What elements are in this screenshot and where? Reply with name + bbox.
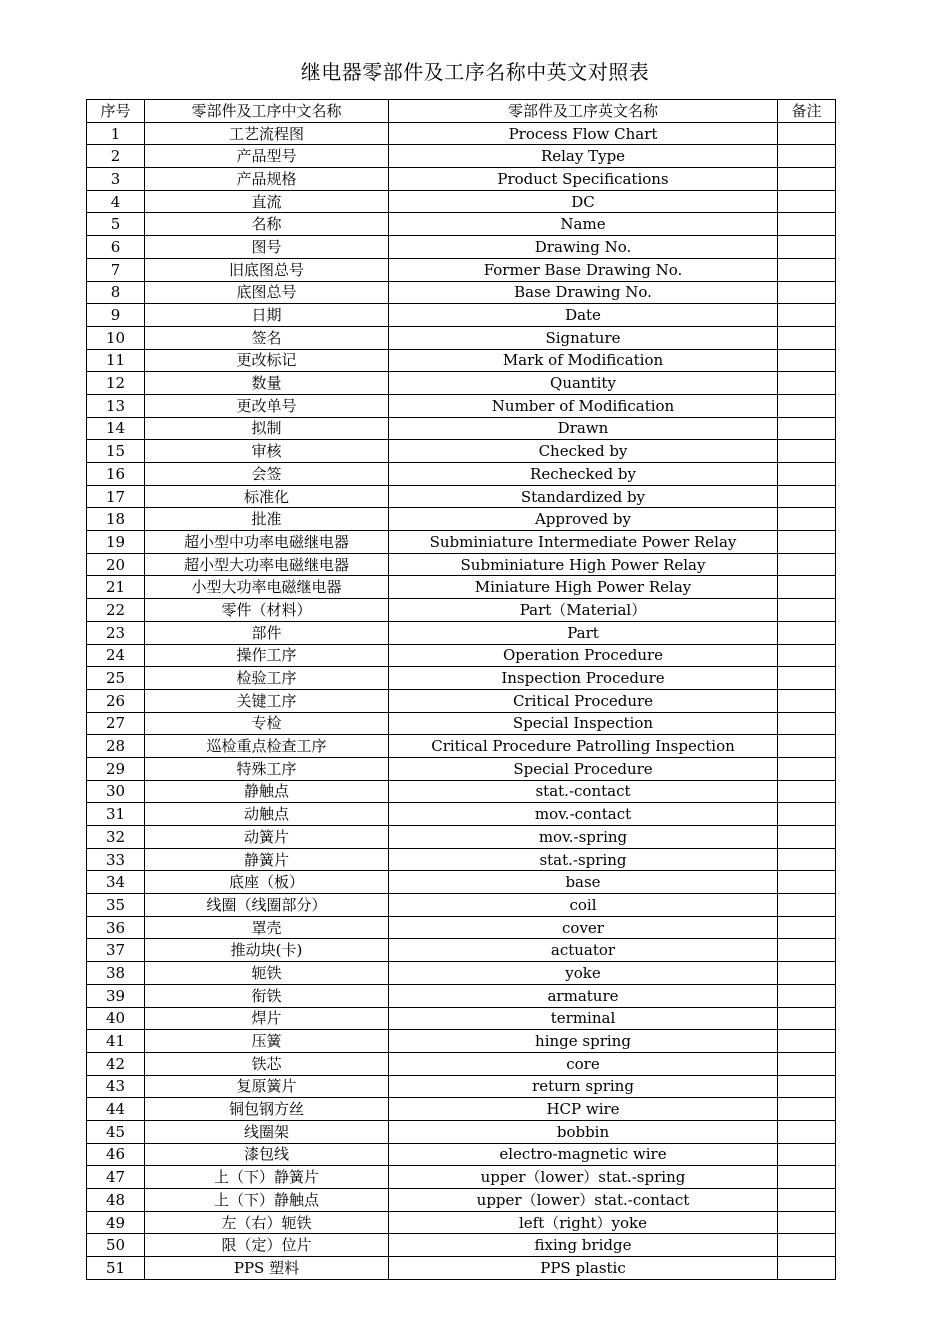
table-row xyxy=(87,190,836,213)
chinese-name-cell: 日期 xyxy=(145,304,389,327)
table-row xyxy=(87,939,836,962)
remarks-cell xyxy=(778,1120,836,1143)
english-name-cell: Process Flow Chart xyxy=(389,122,778,145)
chinese-name-cell: 静触点 xyxy=(145,780,389,803)
row-number-cell: 31 xyxy=(87,803,145,826)
table-row xyxy=(87,122,836,145)
remarks-cell xyxy=(778,984,836,1007)
row-number-cell: 12 xyxy=(87,372,145,395)
english-name-cell: cover xyxy=(389,916,778,939)
row-number-cell: 21 xyxy=(87,576,145,599)
english-name-cell: Signature xyxy=(389,326,778,349)
english-name-cell: Standardized by xyxy=(389,485,778,508)
remarks-cell xyxy=(778,939,836,962)
chinese-name-cell: 更改标记 xyxy=(145,349,389,372)
table-row xyxy=(87,1211,836,1234)
chinese-name-cell: 轭铁 xyxy=(145,962,389,985)
table-row xyxy=(87,440,836,463)
table-row xyxy=(87,871,836,894)
row-number-cell: 43 xyxy=(87,1075,145,1098)
chinese-name-cell: 审核 xyxy=(145,440,389,463)
chinese-name-cell: 关键工序 xyxy=(145,689,389,712)
header-number: 序号 xyxy=(87,100,145,123)
english-name-cell: Drawn xyxy=(389,417,778,440)
english-name-cell: upper（lower）stat.-contact xyxy=(389,1189,778,1212)
english-name-cell: base xyxy=(389,871,778,894)
table-row xyxy=(87,962,836,985)
chinese-name-cell: 上（下）静簧片 xyxy=(145,1166,389,1189)
english-name-cell: Base Drawing No. xyxy=(389,281,778,304)
remarks-cell xyxy=(778,394,836,417)
english-name-cell: armature xyxy=(389,984,778,1007)
remarks-cell xyxy=(778,871,836,894)
chinese-name-cell: 动触点 xyxy=(145,803,389,826)
chinese-name-cell: 零件（材料） xyxy=(145,599,389,622)
chinese-name-cell: 会签 xyxy=(145,463,389,486)
table-row xyxy=(87,1166,836,1189)
table-row xyxy=(87,984,836,1007)
row-number-cell: 18 xyxy=(87,508,145,531)
english-name-cell: Special Procedure xyxy=(389,757,778,780)
row-number-cell: 17 xyxy=(87,485,145,508)
row-number-cell: 30 xyxy=(87,780,145,803)
remarks-cell xyxy=(778,826,836,849)
remarks-cell xyxy=(778,848,836,871)
table-row xyxy=(87,1257,836,1280)
table-row xyxy=(87,168,836,191)
remarks-cell xyxy=(778,440,836,463)
table-row xyxy=(87,826,836,849)
table-row xyxy=(87,667,836,690)
row-number-cell: 48 xyxy=(87,1189,145,1212)
english-name-cell: stat.-contact xyxy=(389,780,778,803)
table-row xyxy=(87,508,836,531)
row-number-cell: 20 xyxy=(87,553,145,576)
row-number-cell: 29 xyxy=(87,757,145,780)
remarks-cell xyxy=(778,372,836,395)
english-name-cell: Quantity xyxy=(389,372,778,395)
row-number-cell: 51 xyxy=(87,1257,145,1280)
row-number-cell: 24 xyxy=(87,644,145,667)
remarks-cell xyxy=(778,145,836,168)
remarks-cell xyxy=(778,258,836,281)
row-number-cell: 15 xyxy=(87,440,145,463)
chinese-name-cell: 罩壳 xyxy=(145,916,389,939)
header-english-name: 零部件及工序英文名称 xyxy=(389,100,778,123)
remarks-cell xyxy=(778,576,836,599)
row-number-cell: 14 xyxy=(87,417,145,440)
chinese-name-cell: 动簧片 xyxy=(145,826,389,849)
table-row xyxy=(87,599,836,622)
table-row xyxy=(87,349,836,372)
remarks-cell xyxy=(778,803,836,826)
english-name-cell: Critical Procedure xyxy=(389,689,778,712)
header-remarks: 备注 xyxy=(778,100,836,123)
row-number-cell: 7 xyxy=(87,258,145,281)
remarks-cell xyxy=(778,735,836,758)
table-row xyxy=(87,485,836,508)
row-number-cell: 38 xyxy=(87,962,145,985)
table-row xyxy=(87,463,836,486)
chinese-name-cell: 旧底图总号 xyxy=(145,258,389,281)
row-number-cell: 3 xyxy=(87,168,145,191)
row-number-cell: 36 xyxy=(87,916,145,939)
row-number-cell: 6 xyxy=(87,236,145,259)
english-name-cell: DC xyxy=(389,190,778,213)
chinese-name-cell: 小型大功率电磁继电器 xyxy=(145,576,389,599)
english-name-cell: Drawing No. xyxy=(389,236,778,259)
remarks-cell xyxy=(778,712,836,735)
chinese-name-cell: 批准 xyxy=(145,508,389,531)
row-number-cell: 45 xyxy=(87,1120,145,1143)
remarks-cell xyxy=(778,349,836,372)
english-name-cell: core xyxy=(389,1052,778,1075)
chinese-name-cell: 线圈架 xyxy=(145,1120,389,1143)
row-number-cell: 27 xyxy=(87,712,145,735)
row-number-cell: 1 xyxy=(87,122,145,145)
chinese-name-cell: 部件 xyxy=(145,621,389,644)
chinese-name-cell: 线圈（线圈部分） xyxy=(145,894,389,917)
row-number-cell: 25 xyxy=(87,667,145,690)
table-row xyxy=(87,916,836,939)
chinese-name-cell: 焊片 xyxy=(145,1007,389,1030)
table-row xyxy=(87,848,836,871)
row-number-cell: 32 xyxy=(87,826,145,849)
table-row xyxy=(87,281,836,304)
row-number-cell: 23 xyxy=(87,621,145,644)
chinese-name-cell: 静簧片 xyxy=(145,848,389,871)
english-name-cell: left（right）yoke xyxy=(389,1211,778,1234)
remarks-cell xyxy=(778,621,836,644)
chinese-name-cell: 专检 xyxy=(145,712,389,735)
page-title: 继电器零部件及工序名称中英文对照表 xyxy=(300,60,650,84)
table-row xyxy=(87,1189,836,1212)
table-row xyxy=(87,712,836,735)
remarks-cell xyxy=(778,1030,836,1053)
remarks-cell xyxy=(778,485,836,508)
chinese-name-cell: 推动块(卡) xyxy=(145,939,389,962)
english-name-cell: upper（lower）stat.-spring xyxy=(389,1166,778,1189)
english-name-cell: bobbin xyxy=(389,1120,778,1143)
row-number-cell: 22 xyxy=(87,599,145,622)
english-name-cell: yoke xyxy=(389,962,778,985)
chinese-name-cell: 衔铁 xyxy=(145,984,389,1007)
table-row xyxy=(87,735,836,758)
chinese-name-cell: 直流 xyxy=(145,190,389,213)
chinese-name-cell: 底座（板） xyxy=(145,871,389,894)
chinese-name-cell: 超小型大功率电磁继电器 xyxy=(145,553,389,576)
table-row xyxy=(87,326,836,349)
header-chinese-name: 零部件及工序中文名称 xyxy=(145,100,389,123)
remarks-cell xyxy=(778,1075,836,1098)
chinese-name-cell: 铜包钢方丝 xyxy=(145,1098,389,1121)
row-number-cell: 40 xyxy=(87,1007,145,1030)
english-name-cell: Approved by xyxy=(389,508,778,531)
chinese-name-cell: 数量 xyxy=(145,372,389,395)
english-name-cell: return spring xyxy=(389,1075,778,1098)
table-row xyxy=(87,894,836,917)
table-row xyxy=(87,258,836,281)
remarks-cell xyxy=(778,1211,836,1234)
remarks-cell xyxy=(778,236,836,259)
row-number-cell: 4 xyxy=(87,190,145,213)
remarks-cell xyxy=(778,1052,836,1075)
remarks-cell xyxy=(778,1143,836,1166)
english-name-cell: terminal xyxy=(389,1007,778,1030)
table-row xyxy=(87,553,836,576)
row-number-cell: 11 xyxy=(87,349,145,372)
chinese-name-cell: 底图总号 xyxy=(145,281,389,304)
row-number-cell: 16 xyxy=(87,463,145,486)
chinese-name-cell: 左（右）轭铁 xyxy=(145,1211,389,1234)
english-name-cell: electro-magnetic wire xyxy=(389,1143,778,1166)
english-name-cell: hinge spring xyxy=(389,1030,778,1053)
english-name-cell: Date xyxy=(389,304,778,327)
row-number-cell: 2 xyxy=(87,145,145,168)
remarks-cell xyxy=(778,326,836,349)
chinese-name-cell: 产品规格 xyxy=(145,168,389,191)
table-row xyxy=(87,780,836,803)
english-name-cell: Inspection Procedure xyxy=(389,667,778,690)
chinese-name-cell: 压簧 xyxy=(145,1030,389,1053)
chinese-name-cell: 特殊工序 xyxy=(145,757,389,780)
english-name-cell: PPS plastic xyxy=(389,1257,778,1280)
english-name-cell: Special Inspection xyxy=(389,712,778,735)
row-number-cell: 34 xyxy=(87,871,145,894)
row-number-cell: 19 xyxy=(87,531,145,554)
row-number-cell: 42 xyxy=(87,1052,145,1075)
remarks-cell xyxy=(778,508,836,531)
chinese-name-cell: 漆包线 xyxy=(145,1143,389,1166)
remarks-cell xyxy=(778,1166,836,1189)
remarks-cell xyxy=(778,916,836,939)
table-row xyxy=(87,236,836,259)
row-number-cell: 39 xyxy=(87,984,145,1007)
remarks-cell xyxy=(778,894,836,917)
english-name-cell: Product Specifications xyxy=(389,168,778,191)
english-name-cell: Part xyxy=(389,621,778,644)
remarks-cell xyxy=(778,667,836,690)
english-name-cell: Name xyxy=(389,213,778,236)
english-name-cell: Relay Type xyxy=(389,145,778,168)
chinese-name-cell: 拟制 xyxy=(145,417,389,440)
remarks-cell xyxy=(778,281,836,304)
table-row xyxy=(87,1234,836,1257)
row-number-cell: 50 xyxy=(87,1234,145,1257)
english-name-cell: Miniature High Power Relay xyxy=(389,576,778,599)
table-row xyxy=(87,213,836,236)
remarks-cell xyxy=(778,599,836,622)
row-number-cell: 35 xyxy=(87,894,145,917)
english-name-cell: Rechecked by xyxy=(389,463,778,486)
table-row xyxy=(87,1143,836,1166)
table-row xyxy=(87,803,836,826)
row-number-cell: 5 xyxy=(87,213,145,236)
table-row xyxy=(87,145,836,168)
remarks-cell xyxy=(778,780,836,803)
english-name-cell: HCP wire xyxy=(389,1098,778,1121)
terms-table xyxy=(86,99,836,1280)
remarks-cell xyxy=(778,1098,836,1121)
english-name-cell: coil xyxy=(389,894,778,917)
remarks-cell xyxy=(778,122,836,145)
chinese-name-cell: 复原簧片 xyxy=(145,1075,389,1098)
chinese-name-cell: PPS 塑料 xyxy=(145,1257,389,1280)
remarks-cell xyxy=(778,1007,836,1030)
row-number-cell: 10 xyxy=(87,326,145,349)
table-row xyxy=(87,621,836,644)
remarks-cell xyxy=(778,304,836,327)
english-name-cell: mov.-contact xyxy=(389,803,778,826)
table-row xyxy=(87,417,836,440)
chinese-name-cell: 操作工序 xyxy=(145,644,389,667)
remarks-cell xyxy=(778,689,836,712)
row-number-cell: 33 xyxy=(87,848,145,871)
english-name-cell: mov.-spring xyxy=(389,826,778,849)
remarks-cell xyxy=(778,168,836,191)
english-name-cell: Subminiature Intermediate Power Relay xyxy=(389,531,778,554)
remarks-cell xyxy=(778,417,836,440)
remarks-cell xyxy=(778,962,836,985)
chinese-name-cell: 更改单号 xyxy=(145,394,389,417)
chinese-name-cell: 产品型号 xyxy=(145,145,389,168)
row-number-cell: 41 xyxy=(87,1030,145,1053)
english-name-cell: Operation Procedure xyxy=(389,644,778,667)
row-number-cell: 46 xyxy=(87,1143,145,1166)
table-row xyxy=(87,757,836,780)
row-number-cell: 37 xyxy=(87,939,145,962)
table-row xyxy=(87,304,836,327)
row-number-cell: 26 xyxy=(87,689,145,712)
remarks-cell xyxy=(778,190,836,213)
row-number-cell: 44 xyxy=(87,1098,145,1121)
table-row xyxy=(87,689,836,712)
table-header-row xyxy=(87,100,836,123)
chinese-name-cell: 铁芯 xyxy=(145,1052,389,1075)
chinese-name-cell: 标准化 xyxy=(145,485,389,508)
table-row xyxy=(87,644,836,667)
remarks-cell xyxy=(778,1189,836,1212)
remarks-cell xyxy=(778,644,836,667)
table-row xyxy=(87,1007,836,1030)
table-row xyxy=(87,1098,836,1121)
english-name-cell: actuator xyxy=(389,939,778,962)
english-name-cell: Part（Material） xyxy=(389,599,778,622)
english-name-cell: Subminiature High Power Relay xyxy=(389,553,778,576)
table-row xyxy=(87,576,836,599)
english-name-cell: stat.-spring xyxy=(389,848,778,871)
row-number-cell: 47 xyxy=(87,1166,145,1189)
english-name-cell: Former Base Drawing No. xyxy=(389,258,778,281)
chinese-name-cell: 限（定）位片 xyxy=(145,1234,389,1257)
english-name-cell: Mark of Modification xyxy=(389,349,778,372)
chinese-name-cell: 工艺流程图 xyxy=(145,122,389,145)
remarks-cell xyxy=(778,553,836,576)
chinese-name-cell: 图号 xyxy=(145,236,389,259)
chinese-name-cell: 上（下）静触点 xyxy=(145,1189,389,1212)
remarks-cell xyxy=(778,757,836,780)
remarks-cell xyxy=(778,463,836,486)
row-number-cell: 13 xyxy=(87,394,145,417)
remarks-cell xyxy=(778,213,836,236)
table-row xyxy=(87,1052,836,1075)
table-row xyxy=(87,531,836,554)
english-name-cell: Critical Procedure Patrolling Inspection xyxy=(389,735,778,758)
english-name-cell: Checked by xyxy=(389,440,778,463)
remarks-cell xyxy=(778,1234,836,1257)
table-row xyxy=(87,1030,836,1053)
remarks-cell xyxy=(778,1257,836,1280)
row-number-cell: 8 xyxy=(87,281,145,304)
chinese-name-cell: 签名 xyxy=(145,326,389,349)
english-name-cell: fixing bridge xyxy=(389,1234,778,1257)
row-number-cell: 9 xyxy=(87,304,145,327)
table-row xyxy=(87,372,836,395)
table-row xyxy=(87,1120,836,1143)
chinese-name-cell: 检验工序 xyxy=(145,667,389,690)
english-name-cell: Number of Modification xyxy=(389,394,778,417)
chinese-name-cell: 巡检重点检查工序 xyxy=(145,735,389,758)
table-row xyxy=(87,394,836,417)
remarks-cell xyxy=(778,531,836,554)
chinese-name-cell: 名称 xyxy=(145,213,389,236)
chinese-name-cell: 超小型中功率电磁继电器 xyxy=(145,531,389,554)
row-number-cell: 49 xyxy=(87,1211,145,1234)
table-row xyxy=(87,1075,836,1098)
row-number-cell: 28 xyxy=(87,735,145,758)
